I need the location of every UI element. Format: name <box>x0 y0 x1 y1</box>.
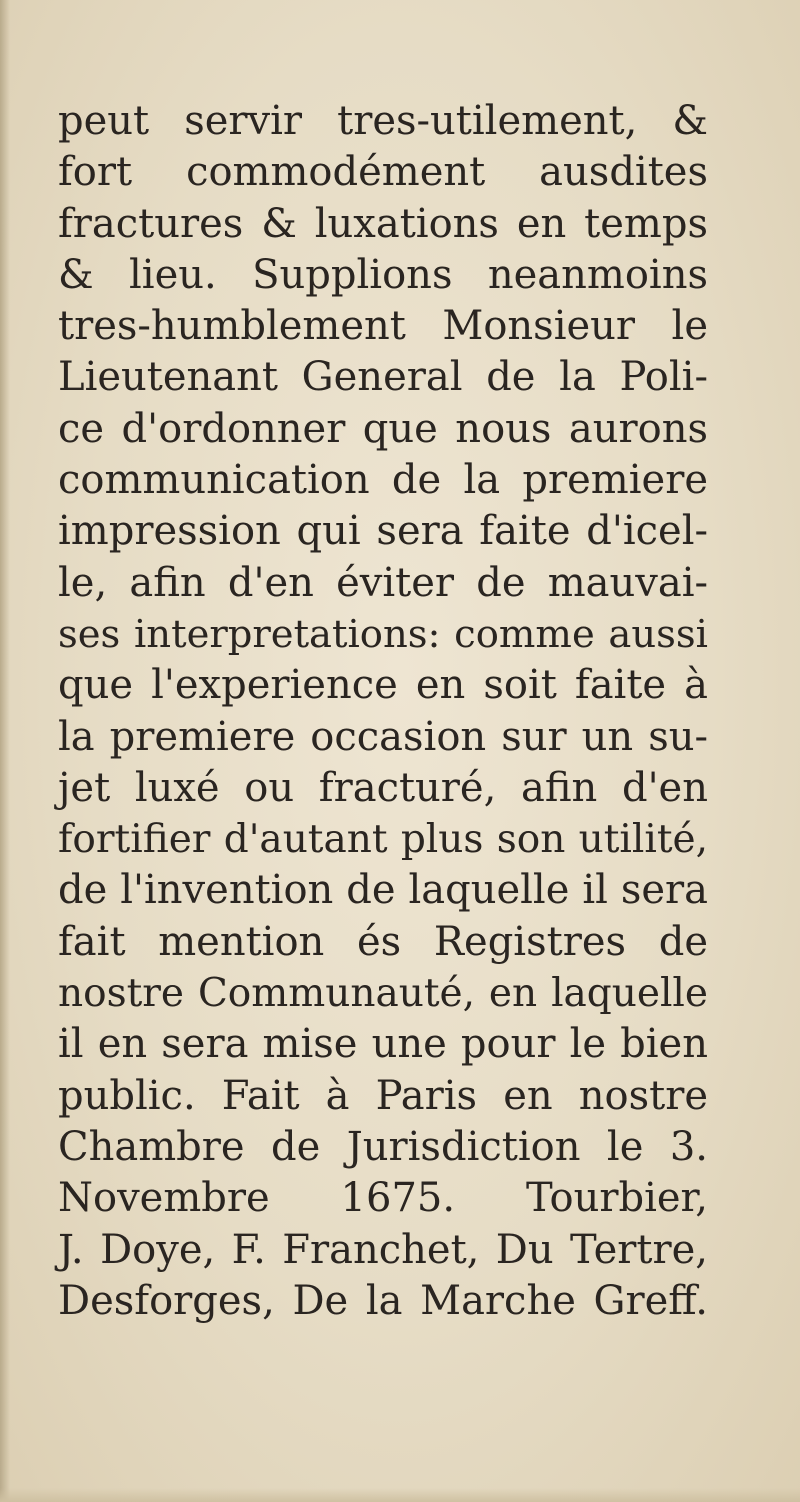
page-edge-shadow <box>0 0 10 1502</box>
text-line: public. Fait à Paris en nostre <box>58 1072 708 1119</box>
text-line: il en sera mise une pour le bien <box>58 1021 708 1068</box>
text-line: Lieutenant General de la Poli- <box>58 354 708 401</box>
text-line: jet luxé ou fracturé, afin d'en <box>58 764 708 811</box>
text-line: ce d'ordonner que nous aurons <box>58 405 708 452</box>
text-line: & lieu. Supplions neanmoins <box>58 251 708 298</box>
text-line: la premiere occasion sur un su- <box>58 713 708 760</box>
text-line: Desforges, De la Marche Greff. <box>58 1277 708 1324</box>
text-line: de l'invention de laquelle il sera <box>58 867 708 914</box>
text-line: que l'experience en soit faite à <box>58 662 708 709</box>
text-line: J. Doye, F. Franchet, Du Tertre, <box>58 1226 708 1273</box>
text-line: tres-humblement Monsieur le <box>58 303 708 350</box>
text-line: peut servir tres-utilement, & <box>58 98 708 144</box>
text-line: fort commodément ausdites <box>58 149 708 196</box>
body-text <box>58 96 708 1327</box>
text-line: fractures & luxations en temps <box>58 200 708 247</box>
text-line: fortifier d'autant plus son utilité, <box>58 817 708 863</box>
text-line: le, afin d'en éviter de mauvai- <box>58 559 708 606</box>
text-line: Chambre de Jurisdiction le 3. <box>58 1123 708 1170</box>
text-line: nostre Communauté, en laquelle <box>58 971 708 1017</box>
text-line: ses interpretations: comme aussi <box>58 611 708 657</box>
text-line: fait mention és Registres de <box>58 918 708 965</box>
page-bottom-shadow <box>0 1488 800 1502</box>
text-line: communication de la premiere <box>58 457 708 504</box>
text-line: impression qui sera faite d'icel- <box>58 508 708 555</box>
text-line: Novembre 1675. Tourbier, <box>58 1175 708 1222</box>
